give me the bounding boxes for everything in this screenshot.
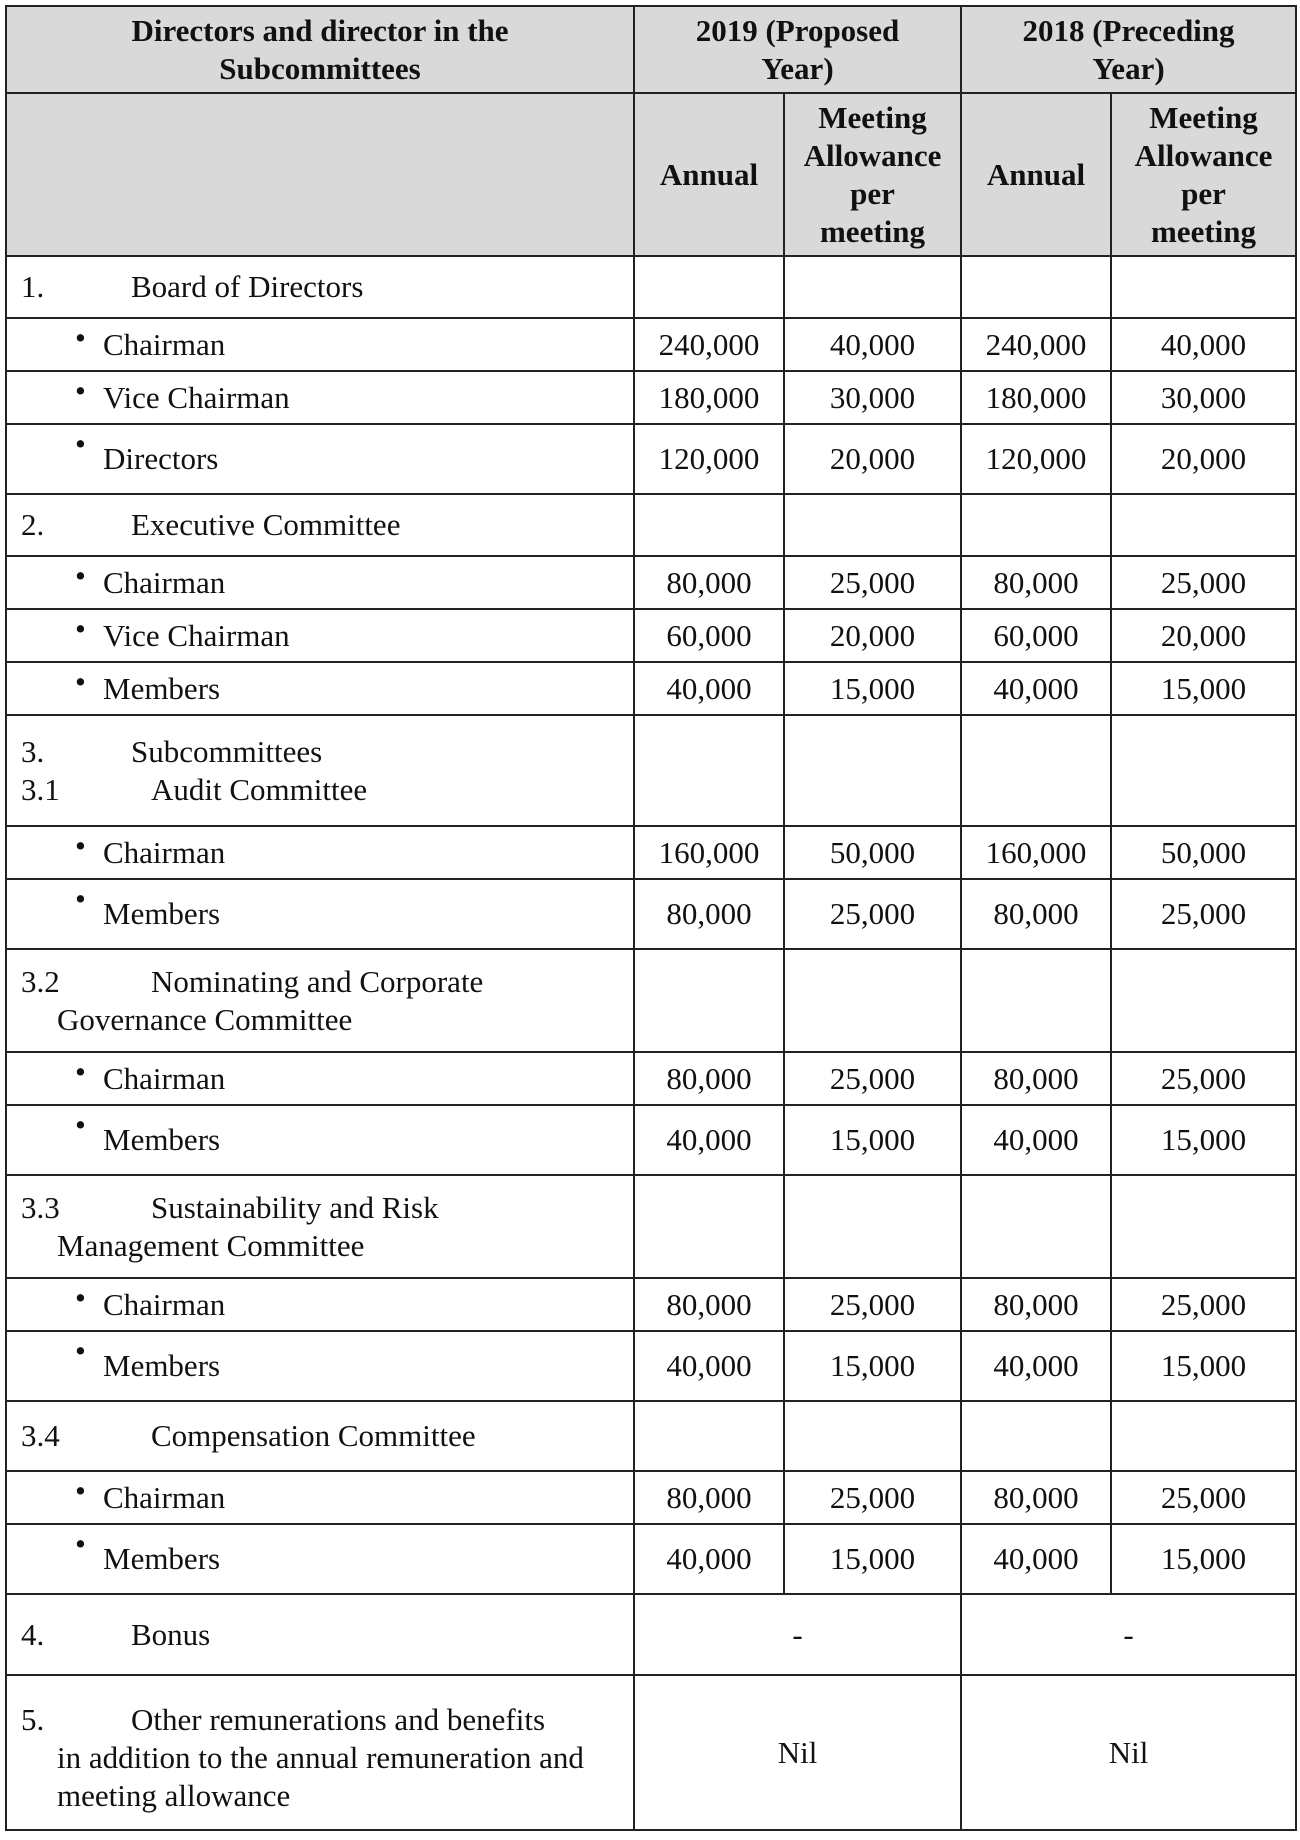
section-row-compensation	[6, 1401, 1296, 1471]
header-meeting-2018: Meeting Allowance per meeting	[1111, 93, 1296, 256]
annual-2019: 60,000	[634, 609, 784, 662]
section-index: 3.3	[21, 1189, 60, 1225]
annual-2018: 180,000	[961, 371, 1111, 424]
meeting-2019: 25,000	[784, 1278, 961, 1331]
section-title: Executive Committee	[131, 507, 401, 542]
meeting-2019: 30,000	[784, 371, 961, 424]
annual-2019: 40,000	[634, 1331, 784, 1401]
section-label	[6, 715, 634, 826]
section-title: Nominating and Corporate	[151, 963, 484, 999]
section-index: 1.	[21, 269, 45, 304]
section-index: 3.2	[21, 963, 60, 999]
annual-2018: 40,000	[961, 1105, 1111, 1175]
header-empty	[6, 93, 634, 256]
section-index: 3.4	[21, 1418, 60, 1453]
meeting-2019: 25,000	[784, 556, 961, 609]
meeting-2018: 20,000	[1111, 424, 1296, 494]
meeting-2018: 25,000	[1111, 879, 1296, 949]
role-label: • Members	[6, 1331, 634, 1401]
table-row	[6, 318, 1296, 371]
annual-2018: 120,000	[961, 424, 1111, 494]
table-row	[6, 1278, 1296, 1331]
annual-2018: 80,000	[961, 1278, 1111, 1331]
bullet-icon: •	[75, 1054, 86, 1089]
header-meeting-2019: Meeting Allowance per meeting	[784, 93, 961, 256]
bonus-label	[6, 1594, 634, 1675]
meeting-2019: 50,000	[784, 826, 961, 879]
annual-2019: 40,000	[634, 662, 784, 715]
subsection-index: 3.1	[21, 771, 60, 807]
table-row	[6, 662, 1296, 715]
meeting-2018: 15,000	[1111, 1524, 1296, 1594]
role-label: • Members	[6, 879, 634, 949]
table-row	[6, 1052, 1296, 1105]
meeting-2019: 15,000	[784, 1331, 961, 1401]
annual-2019: 40,000	[634, 1524, 784, 1594]
section-row-subcommittees	[6, 715, 1296, 826]
section-row-sustainability	[6, 1175, 1296, 1278]
role-label: • Members	[6, 1524, 634, 1594]
annual-2018: 160,000	[961, 826, 1111, 879]
bullet-icon: •	[75, 1473, 86, 1508]
table-row	[6, 1471, 1296, 1524]
section-title-cont: Governance Committee	[57, 1001, 353, 1037]
bullet-icon: •	[75, 828, 86, 863]
section-title: Board of Directors	[131, 269, 364, 304]
meeting-2018: 40,000	[1111, 318, 1296, 371]
bullet-icon: •	[75, 320, 86, 355]
bullet-icon: •	[75, 1526, 86, 1561]
meeting-2019: 25,000	[784, 879, 961, 949]
section-label	[6, 1175, 634, 1278]
meeting-2019: 25,000	[784, 1052, 961, 1105]
section-label	[6, 256, 634, 318]
bullet-icon: •	[75, 881, 86, 916]
other-2018: Nil	[961, 1675, 1296, 1830]
role-label: • Chairman	[6, 1278, 634, 1331]
role-label: • Vice Chairman	[6, 609, 634, 662]
section-row-executive	[6, 494, 1296, 556]
other-label	[6, 1675, 634, 1830]
section-index: 2.	[21, 507, 45, 542]
meeting-2019: 20,000	[784, 609, 961, 662]
other-row	[6, 1675, 1296, 1830]
section-title: Bonus	[131, 1616, 211, 1652]
section-title: Sustainability and Risk	[151, 1189, 439, 1225]
header-annual-2018: Annual	[961, 93, 1111, 256]
section-title: Compensation Committee	[151, 1418, 476, 1453]
meeting-2018: 25,000	[1111, 1278, 1296, 1331]
annual-2018: 80,000	[961, 556, 1111, 609]
header-annual-2019: Annual	[634, 93, 784, 256]
table-row	[6, 879, 1296, 949]
section-index: 5.	[21, 1701, 45, 1737]
meeting-2018: 30,000	[1111, 371, 1296, 424]
meeting-2019: 15,000	[784, 1524, 961, 1594]
meeting-2018: 25,000	[1111, 556, 1296, 609]
annual-2018: 40,000	[961, 1524, 1111, 1594]
role-label: • Members	[6, 1105, 634, 1175]
bullet-icon: •	[75, 426, 86, 461]
meeting-2019: 20,000	[784, 424, 961, 494]
header-directors: Directors and director in the Subcommittees	[6, 6, 634, 93]
bonus-row	[6, 1594, 1296, 1675]
table-row	[6, 1524, 1296, 1594]
bonus-2019: -	[634, 1594, 961, 1675]
annual-2019: 180,000	[634, 371, 784, 424]
section-title-cont: in addition to the annual remuneration and meeting allowance	[57, 1739, 584, 1813]
table-row	[6, 609, 1296, 662]
section-label	[6, 949, 634, 1052]
section-index: 3.	[21, 733, 45, 769]
annual-2019: 80,000	[634, 556, 784, 609]
bullet-icon: •	[75, 664, 86, 699]
annual-2018: 80,000	[961, 879, 1111, 949]
bonus-2018: -	[961, 1594, 1296, 1675]
role-label: • Chairman	[6, 1471, 634, 1524]
meeting-2018: 20,000	[1111, 609, 1296, 662]
header-2019: 2019 (Proposed Year)	[634, 6, 961, 93]
header-row-types	[6, 93, 1296, 256]
meeting-2019: 15,000	[784, 662, 961, 715]
role-label: • Members	[6, 662, 634, 715]
header-row-years	[6, 6, 1296, 93]
meeting-2018: 25,000	[1111, 1471, 1296, 1524]
table-row	[6, 424, 1296, 494]
meeting-2018: 15,000	[1111, 1331, 1296, 1401]
section-index: 4.	[21, 1616, 45, 1652]
role-label: • Chairman	[6, 1052, 634, 1105]
annual-2019: 160,000	[634, 826, 784, 879]
remuneration-table-container	[5, 5, 1297, 1831]
section-label	[6, 494, 634, 556]
annual-2019: 40,000	[634, 1105, 784, 1175]
table-row	[6, 1331, 1296, 1401]
role-label: • Chairman	[6, 826, 634, 879]
section-label	[6, 1401, 634, 1471]
table-row	[6, 371, 1296, 424]
meeting-2018: 15,000	[1111, 662, 1296, 715]
role-label: • Directors	[6, 424, 634, 494]
annual-2018: 240,000	[961, 318, 1111, 371]
table-row	[6, 826, 1296, 879]
annual-2019: 80,000	[634, 1471, 784, 1524]
annual-2018: 40,000	[961, 662, 1111, 715]
meeting-2018: 25,000	[1111, 1052, 1296, 1105]
bullet-icon: •	[75, 558, 86, 593]
bullet-icon: •	[75, 1333, 86, 1368]
meeting-2019: 40,000	[784, 318, 961, 371]
table-row	[6, 1105, 1296, 1175]
section-row-nominating	[6, 949, 1296, 1052]
bullet-icon: •	[75, 373, 86, 408]
bullet-icon: •	[75, 1107, 86, 1142]
other-2019: Nil	[634, 1675, 961, 1830]
meeting-2018: 15,000	[1111, 1105, 1296, 1175]
table-row	[6, 556, 1296, 609]
remuneration-table	[5, 5, 1297, 1831]
meeting-2019: 25,000	[784, 1471, 961, 1524]
role-label: • Vice Chairman	[6, 371, 634, 424]
annual-2019: 240,000	[634, 318, 784, 371]
annual-2018: 60,000	[961, 609, 1111, 662]
annual-2019: 120,000	[634, 424, 784, 494]
section-row-board	[6, 256, 1296, 318]
annual-2018: 80,000	[961, 1052, 1111, 1105]
section-title-cont: Management Committee	[57, 1227, 365, 1263]
annual-2018: 40,000	[961, 1331, 1111, 1401]
annual-2019: 80,000	[634, 1052, 784, 1105]
section-title: Subcommittees	[131, 733, 323, 769]
bullet-icon: •	[75, 1280, 86, 1315]
meeting-2019: 15,000	[784, 1105, 961, 1175]
role-label: • Chairman	[6, 318, 634, 371]
subsection-title: Audit Committee	[151, 771, 368, 807]
bullet-icon: •	[75, 611, 86, 646]
role-label: • Chairman	[6, 556, 634, 609]
header-2018: 2018 (Preceding Year)	[961, 6, 1296, 93]
annual-2019: 80,000	[634, 1278, 784, 1331]
section-title: Other remunerations and benefits	[131, 1701, 546, 1737]
annual-2019: 80,000	[634, 879, 784, 949]
meeting-2018: 50,000	[1111, 826, 1296, 879]
annual-2018: 80,000	[961, 1471, 1111, 1524]
